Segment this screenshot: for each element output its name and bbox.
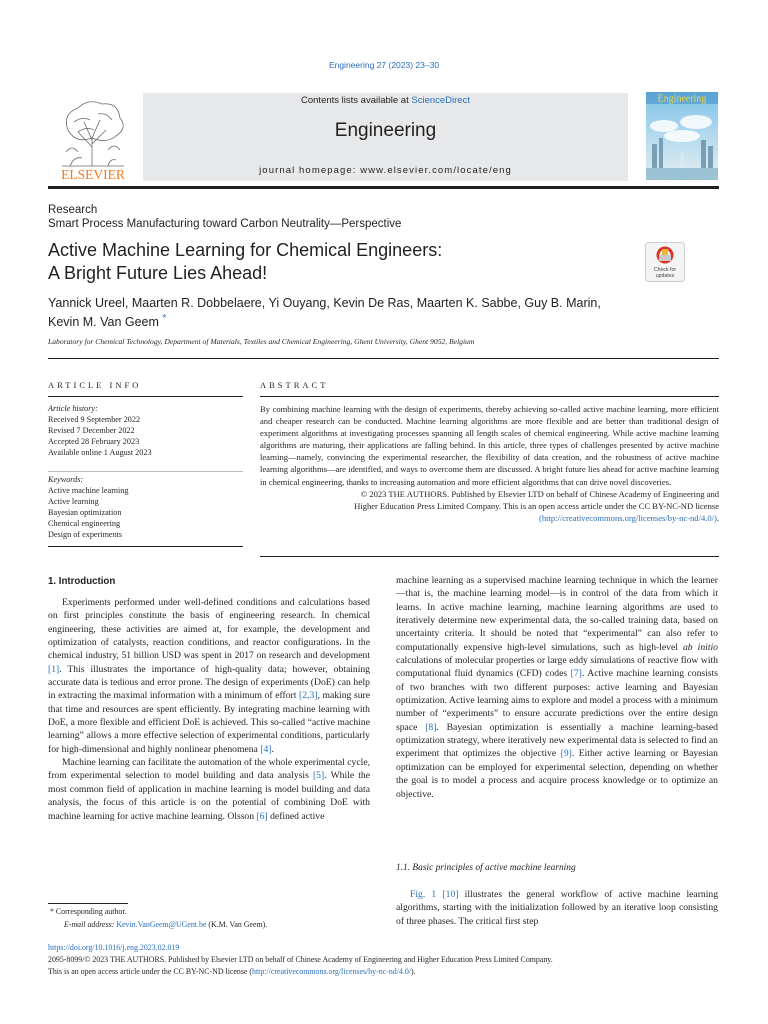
paragraph [396, 888, 718, 928]
body-column-right-continued [396, 888, 718, 928]
article-subsection: Smart Process Manufacturing toward Carbon Neutrality—Perspective [48, 218, 402, 230]
abstract-body [260, 403, 719, 524]
online-date: Available online 1 August 2023 [48, 448, 152, 457]
text-run: calculations of molecular properties or large eddy simulations of reactive flow with computational fluid dynamics (CFD) codes [396, 655, 718, 680]
article-section: Research [48, 204, 98, 216]
text-run-italic: ab initio [682, 641, 718, 653]
abstract-copyright-2: Higher Education Press Limited Company. This is an open access article under the CC BY-NC-ND license [354, 500, 719, 511]
license-end: . [716, 512, 719, 523]
header-rule [48, 186, 719, 189]
journal-citation[interactable]: Engineering 27 (2023) 23–30 [328, 60, 440, 70]
history-label: Article history: [48, 404, 98, 413]
figure-link[interactable]: Fig. 1 [410, 889, 437, 900]
divider [48, 471, 243, 472]
article-title-line-1: Active Machine Learning for Chemical Engineers: [48, 240, 443, 260]
cover-title: Engineering [657, 93, 707, 105]
text-run: . Either active learning or Bayesian optimization can be employed for experimental selection, depending on whether the goal is to model a process and acquire process knowledge or to optimize an objective. [396, 748, 718, 800]
divider [260, 556, 719, 557]
abstract-text: By combining machine learning with the design of experiments, thereby achieving so-called active machine learning, more efficient and cheaper research can be conducted. Machine learning algorithms are more flexible and are better than traditional design of experiment algorithms at investigating processes spanning all length scales of chemical engineering. While active machine learning algorithms are maturing, their applications are falling behind. In this article, three types of challenges presented by active machine learning—namely, convincing the experimental researcher, the flexibility of data creation, and the robustness of active machine learning algorithms—are identified, and ways to overcome them are discussed. A bright future lies ahead for active machine learning in chemical engineering, thanks to increasing automation and more efficient algorithms that can drive novel discoveries. [260, 404, 719, 487]
footer-open-access [48, 967, 416, 976]
reference-link[interactable]: [6] [256, 810, 268, 822]
text-run: Machine learning can facilitate the automation of the whole experimental cycle, from experimental selection to model building and data analysis [48, 757, 370, 782]
elsevier-logo[interactable] [48, 92, 138, 184]
abstract-copyright-1: © 2023 THE AUTHORS. Published by Elsevier LTD on behalf of Chinese Academy of Engineering and [360, 488, 719, 499]
sciencedirect-link[interactable]: ScienceDirect [411, 95, 470, 106]
text-run: defined active [267, 810, 325, 822]
doi-link[interactable]: https://doi.org/10.1016/j.eng.2023.02.019 [48, 943, 180, 952]
email-note [64, 920, 267, 929]
body-column-right [396, 574, 718, 801]
paragraph [48, 596, 370, 756]
divider [48, 396, 243, 397]
email-owner: (K.M. Van Geem). [206, 920, 268, 929]
corresponding-author-note: * Corresponding author. [50, 907, 127, 916]
oa-license-link[interactable]: http://creativecommons.org/licenses/by-nc-nd/4.0/ [252, 967, 411, 976]
crossmark-icon [645, 242, 685, 282]
text-run: . Active machine learning consists of two branches with two different purposes: active learning and Bayesian optimization. Active learning aims to explore and model a process with a minimum number of “experiments” to ensure accurate predictions over the entire design space [396, 668, 718, 733]
text-run: . While the most common field of application in machine learning is model building and data analysis, the focus of this article is on the potential of combining DoE with machine learning for active machine learning. Olsson [48, 770, 370, 822]
reference-link[interactable]: [5] [312, 770, 325, 782]
author-name: Kevin M. Van Geem [48, 315, 159, 330]
journal-name: Engineering [334, 120, 437, 141]
contents-prefix: Contents lists available at [301, 95, 412, 106]
crossmark-text-2: updates [655, 273, 675, 279]
reference-link[interactable]: [7] [570, 668, 582, 680]
reference-link[interactable]: [10] [442, 889, 459, 900]
reference-link[interactable]: [9] [560, 748, 572, 760]
reference-link[interactable]: [2,3] [299, 690, 318, 702]
text-run: . This illustrates the importance of high-quality data; however, obtaining accurate data is tedious and error prone. The design of experiments (DoE) can help in extracting the maximal information with a minimum of effort [48, 663, 370, 702]
revised-date: Revised 7 December 2022 [48, 426, 135, 435]
abstract-license [260, 512, 719, 524]
elsevier-tree-icon [48, 92, 138, 184]
reference-link[interactable]: [1] [48, 663, 60, 675]
divider [48, 358, 719, 359]
oa-suffix: ). [410, 967, 416, 976]
reference-link[interactable]: [8] [425, 721, 437, 733]
subsection-heading: 1.1. Basic principles of active machine learning [396, 863, 576, 873]
text-run: . Bayesian optimization is essentially a machine learning-based optimization strategy, where iteratively new experimental data is selected to find an experiment that optimizes the objective [396, 721, 718, 760]
text-run: machine learning as a supervised machine learning technique in which the learner—that is, the machine learning model—is in control of the data from which it learns. In active machine learning, machine learning algorithms are used to iteratively determine new experimental data, the so-called training data, based on uncertainty criteria. It should be noted that “experimental” can also refer to computationally expensive high-level simulations, such as high-level [396, 575, 718, 653]
reference-link[interactable]: [4] [260, 743, 272, 755]
accepted-date: Accepted 28 February 2023 [48, 437, 140, 446]
article-title-line-2: A Bright Future Lies Ahead! [48, 263, 268, 283]
keywords-label: Keywords: [48, 475, 84, 484]
footnote-rule [48, 903, 128, 904]
abstract-heading: ABSTRACT [260, 380, 329, 390]
article-info-heading: ARTICLE INFO [48, 380, 142, 390]
divider [48, 546, 243, 547]
crossmark-text-1: Check for [653, 267, 677, 273]
journal-homepage[interactable]: journal homepage: www.elsevier.com/locate/eng [259, 165, 512, 176]
divider [260, 396, 719, 397]
email-link[interactable]: Kevin.VanGeem@UGent.be [116, 920, 207, 929]
keyword: Chemical engineering [48, 519, 121, 528]
keyword: Active learning [48, 497, 99, 506]
keyword: Active machine learning [48, 486, 129, 495]
footer-copyright: 2095-8099/© 2023 THE AUTHORS. Published by Elsevier LTD on behalf of Chinese Academy of Engineering and Higher Education Press Limited Company. [48, 955, 553, 964]
contents-line [143, 95, 628, 106]
keyword: Design of experiments [48, 530, 123, 539]
body-column-left [48, 596, 370, 823]
affiliation: Laboratory for Chemical Technology, Department of Materials, Textiles and Chemical Engineering, Ghent University, Ghent 9052, Belgium [48, 337, 475, 346]
text-run: illustrates the general workflow of active machine learning algorithms, starting with the initialization followed by an iterative loop consisting of three phases. The critical first step [396, 889, 719, 927]
corresponding-author-mark[interactable]: * [162, 313, 167, 324]
paragraph [48, 756, 370, 823]
authors-line-1: Yannick Ureel, Maarten R. Dobbelaere, Yi Ouyang, Kevin De Ras, Maarten K. Sabbe, Guy B. Marin, [48, 296, 601, 310]
text-run: Experiments performed under well-defined conditions and calculations based on first principles constitute the basis of engineering research. In chemical engineering, these activities are aimed at, for example, the development and optimization of catalysts, reaction conditions, and reactor configurations. In the chemical industry, 51 billion USD was spent in 2017 on research and development [48, 597, 370, 662]
text-run: , making sure that time and resources are spent efficiently. By integrating machine learning with DoE, a more flexible and efficient DoE is achieved. This so-called “active machine learning” allows a more effective selection of experimental conditions, particularly for high-dimensional and highly nonlinear phenomena [48, 690, 371, 755]
paragraph [396, 574, 718, 801]
journal-cover-image[interactable] [646, 92, 718, 180]
received-date: Received 9 September 2022 [48, 415, 141, 424]
elsevier-wordmark: ELSEVIER [61, 167, 125, 182]
text-run: . [271, 743, 274, 755]
license-link[interactable]: (http://creativecommons.org/licenses/by-nc-nd/4.0/) [539, 512, 717, 523]
check-for-updates-badge[interactable] [645, 242, 685, 282]
email-label: E-mail address: [64, 920, 117, 929]
keyword: Bayesian optimization [48, 508, 122, 517]
section-heading: 1. Introduction [48, 576, 116, 587]
authors-line-2 [48, 313, 166, 329]
oa-prefix: This is an open access article under the CC BY-NC-ND license ( [48, 967, 253, 976]
